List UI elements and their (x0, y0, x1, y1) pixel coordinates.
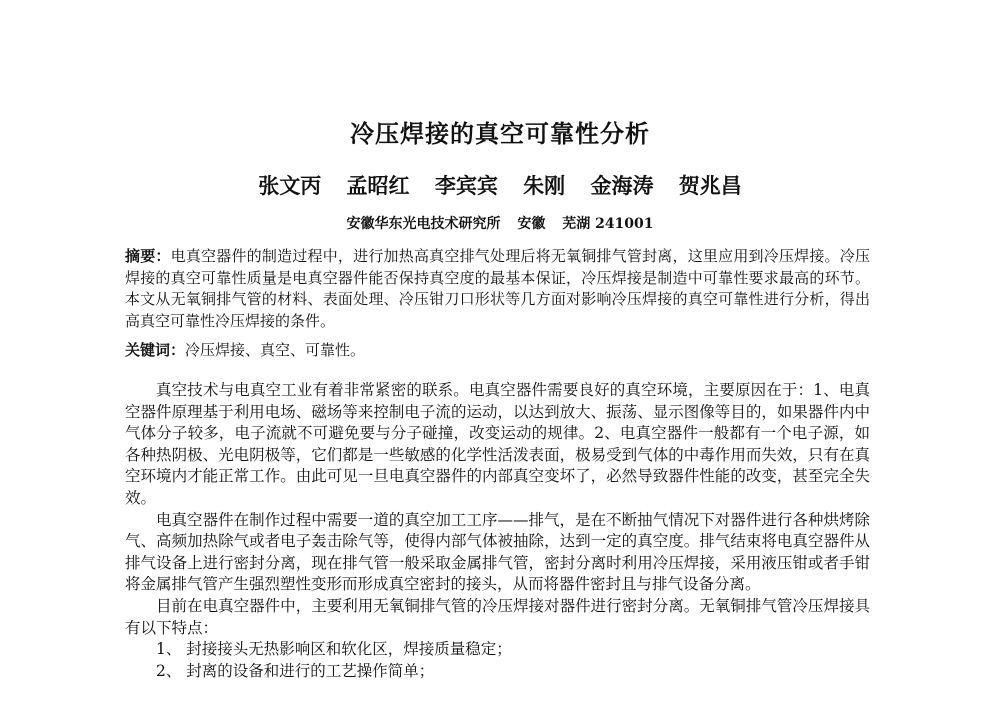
author-name: 孟昭红 (346, 174, 410, 198)
affiliation (0, 213, 1000, 233)
body-paragraph: 电真空器件在制作过程中需要一道的真空加工工序——排气，是在不断抽气情况下对器件进行各种烘烤除气、高频加热除气或者电子轰击除气等，使得内部气体被抽除，达到一定的真空度。排气结束将电真空器件从排气设备上进行密封分离，现在排气管一般采取金属排气管，密封分离时利用冷压焊接，采用液压钳或者手钳将金属排气管产生强烈塑性变形而形成真空密封的接头，从而将器件密封且与排气设备分离。 (125, 510, 870, 594)
abstract-text: 电真空器件的制造过程中，进行加热高真空排气处理后将无氧铜排气管封离，这里应用到冷压焊接。冷压焊接的真空可靠性质量是电真空器件能否保持真空度的最基本保证，冷压焊接是制造中可靠性要求最高的环节。本文从无氧铜排气管的材料、表面处理、冷压钳刀口形状等几方面对影响冷压焊接的真空可靠性进行分析，得出高真空可靠性冷压焊接的条件。 (125, 247, 870, 330)
author-name: 李宾宾 (434, 174, 498, 198)
keywords-label: 关键词： (125, 341, 186, 359)
body-paragraph: 目前在电真空器件中，主要利用无氧铜排气管的冷压焊接对器件进行密封分离。无氧铜排气管冷压焊接具有以下特点： (125, 596, 870, 637)
abstract-label: 摘要： (125, 247, 171, 265)
author-name: 金海涛 (590, 174, 654, 198)
affiliation-city-zip: 芜湖 241001 (562, 216, 654, 232)
author-name: 贺兆昌 (678, 174, 742, 198)
keywords (125, 340, 870, 361)
body-paragraph: 真空技术与电真空工业有着非常紧密的联系。电真空器件需要良好的真空环境，主要原因在于：1、电真空器件原理基于利用电场、磁场等来控制电子流的运动，以达到放大、振荡、显示图像等目的，如果器件内中气体分子较多，电子流就不可避免要与分子碰撞，改变运动的规律。2、电真空器件一般都有一个电子源，如各种热阴极、光电阴极等，它们都是一些敏感的化学性活泼表面，极易受到气体的中毒作用而失效，只有在真空环境内才能正常工作。由此可见一旦电真空器件的内部真空变坏了，必然导致器件性能的改变，甚至完全失效。 (125, 381, 870, 507)
body-text (125, 380, 870, 682)
list-item: 1、 封接接头无热影响区和软化区，焊接质量稳定； (156, 640, 512, 659)
author-name: 朱刚 (523, 174, 566, 198)
affiliation-org: 安徽华东光电技术研究所 (346, 216, 501, 232)
abstract (125, 246, 870, 332)
keywords-text: 冷压焊接、真空、可靠性。 (185, 341, 366, 359)
author-name: 张文丙 (258, 174, 322, 198)
affiliation-province: 安徽 (517, 216, 546, 232)
author-list (0, 170, 1000, 200)
paper-title: 冷压焊接的真空可靠性分析 (350, 120, 650, 148)
list-item: 2、 封离的设备和进行的工艺操作简单； (156, 661, 435, 680)
